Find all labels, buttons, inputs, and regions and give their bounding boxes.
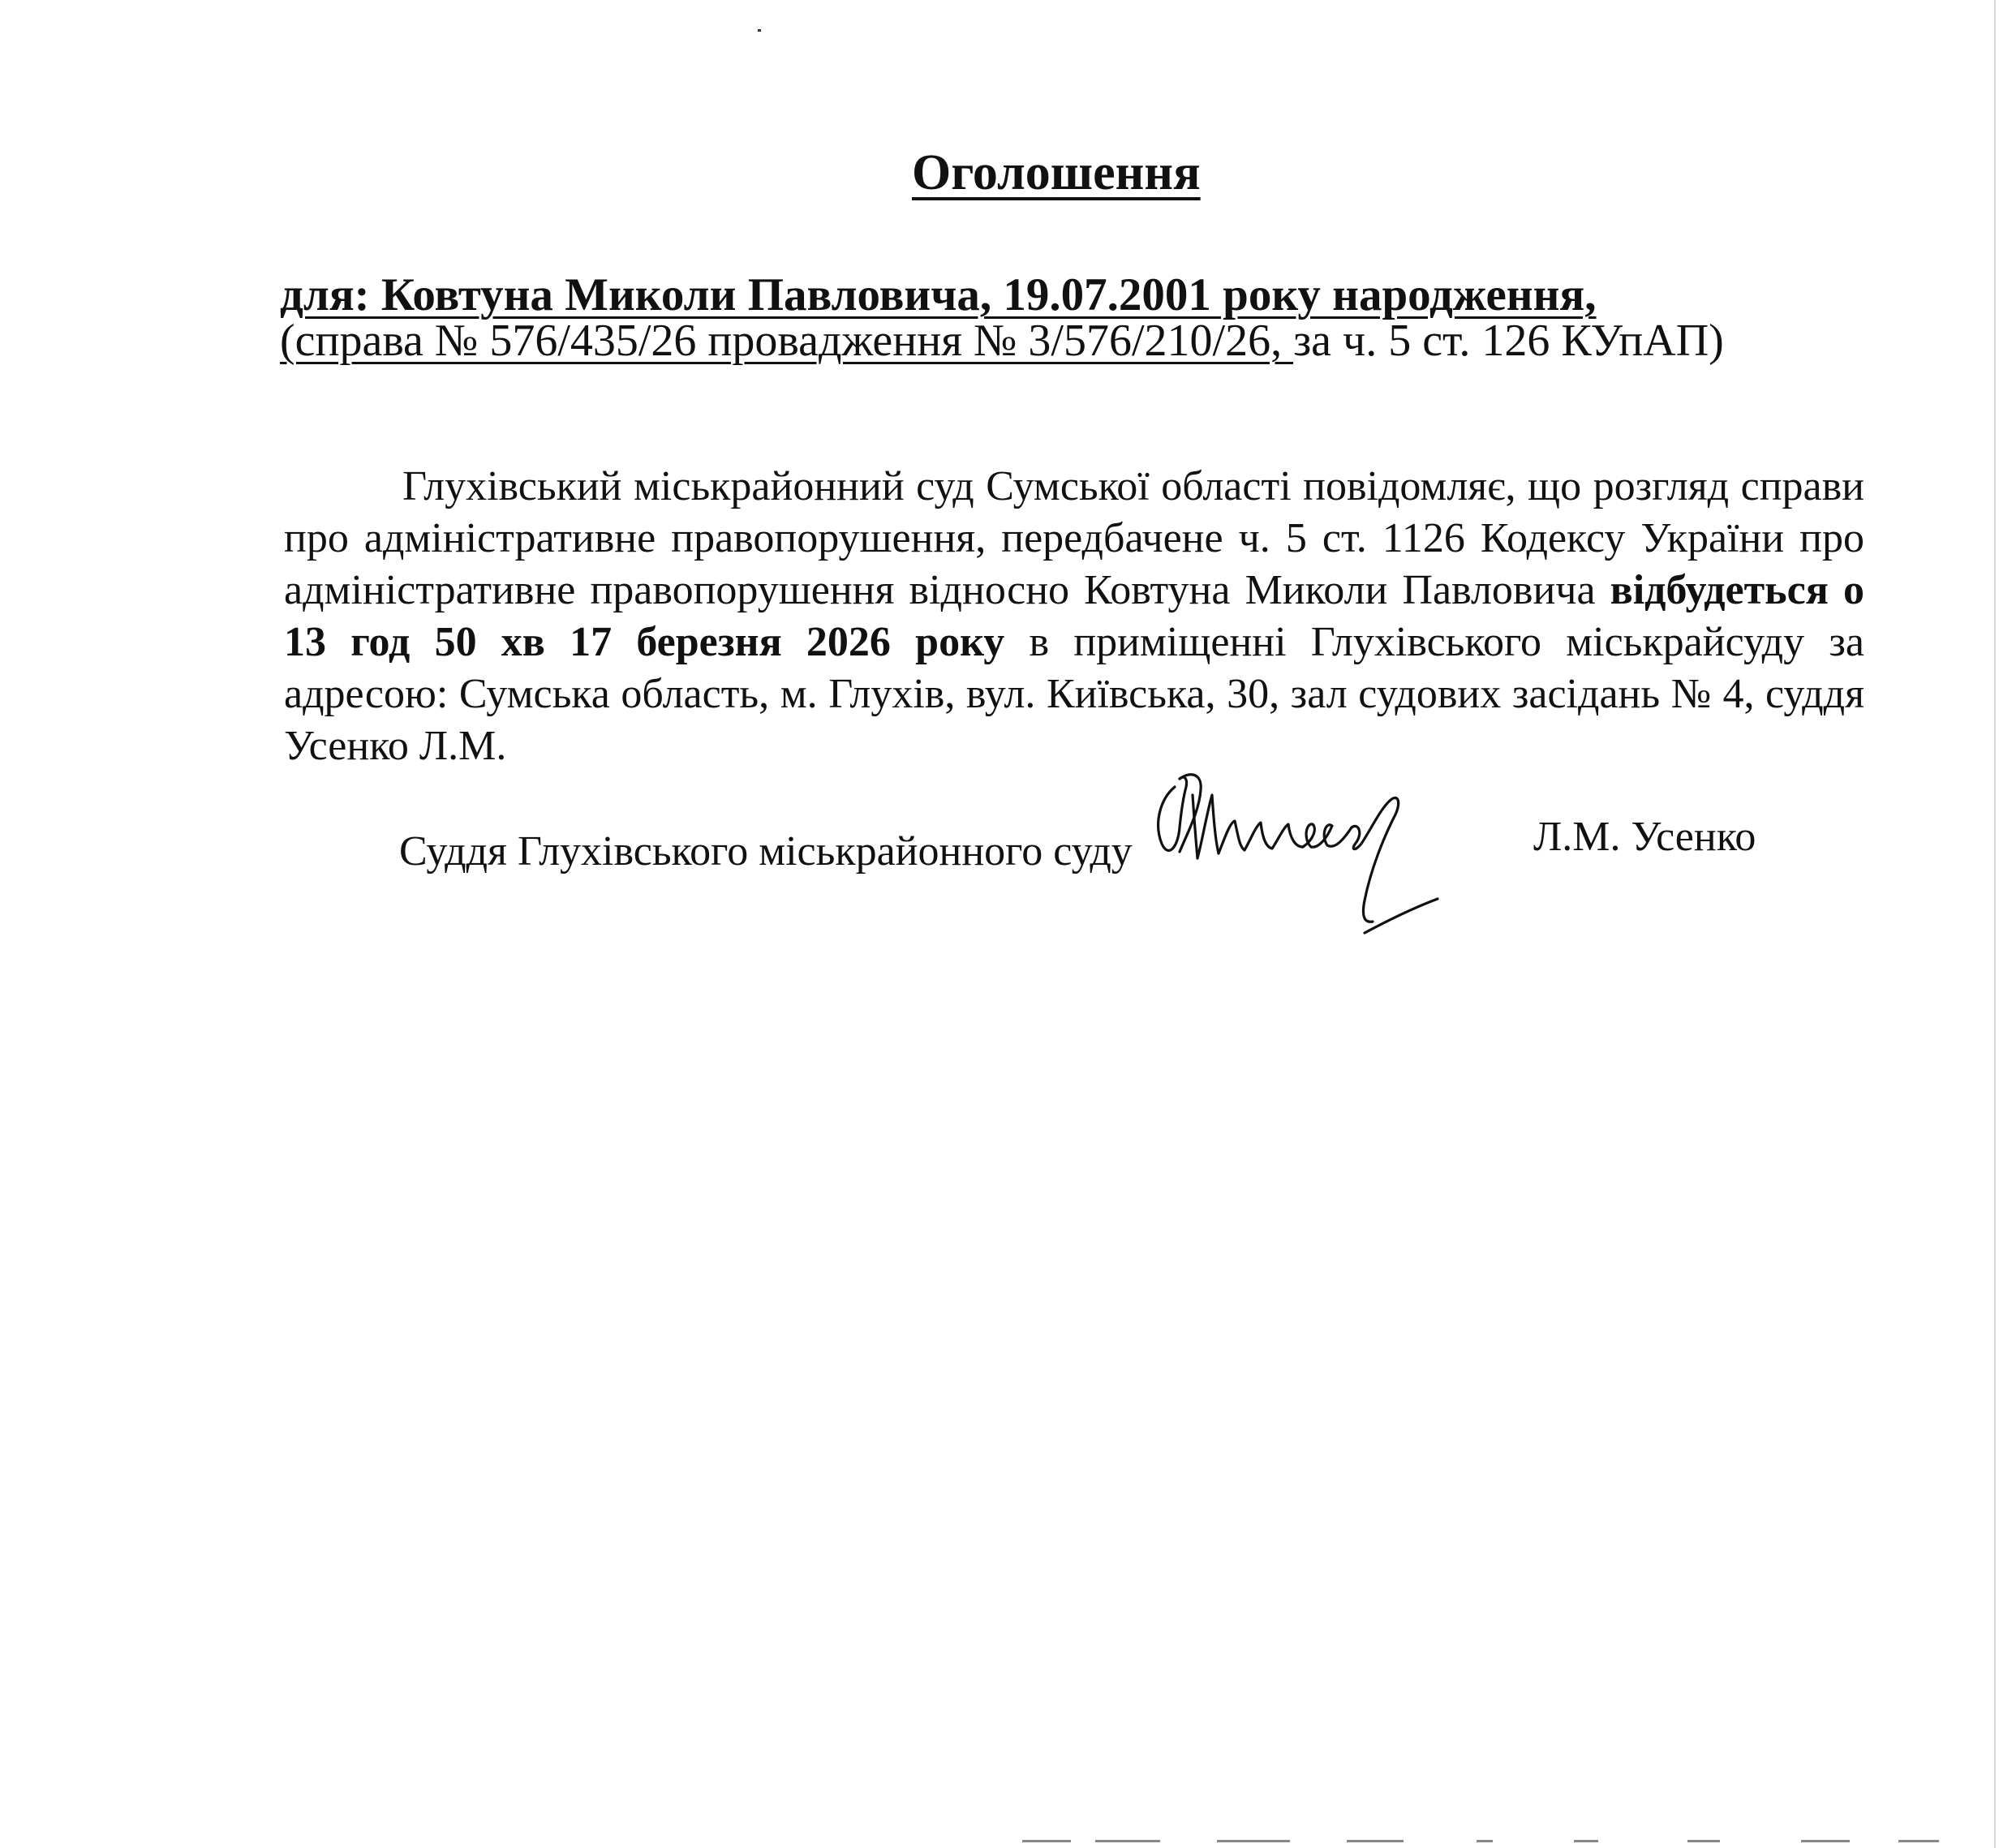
case-number: (справа № 576/435/26 провадження № 3/576/210/26, bbox=[280, 316, 1294, 366]
body-intro: Глухівський міськрайонний суд Сумської області повідомляє, що розгляд справи про адміністративне правопорушення, передбачене ч. 5 ст. 1126 Кодексу України про адміністративне правопорушення відносно Ковтуна Миколи Павловича bbox=[284, 463, 1864, 613]
hearing-datetime: відбудеться о 13 год 50 хв 17 березня 2026 року bbox=[284, 567, 1864, 665]
signature-label: Суддя Глухівського міськрайонного суду bbox=[399, 828, 1133, 875]
announcement-body bbox=[284, 461, 1864, 772]
document-title: Оголошення bbox=[912, 145, 1201, 200]
scan-speck bbox=[758, 29, 761, 32]
scan-right-edge bbox=[1994, 0, 1996, 1848]
body-location: в приміщенні Глухівського міськрайсуду за адресою: Сумська область, м. Глухів, вул. Київська, 30, зал судових засідань № 4, суддя Усенко Л.М. bbox=[284, 619, 1864, 769]
case-article: за ч. 5 ст. 126 КУпАП) bbox=[1293, 316, 1724, 366]
signature-name: Л.М. Усенко bbox=[1533, 814, 1756, 860]
handwritten-signature bbox=[1144, 763, 1477, 949]
scan-bottom-artifacts bbox=[1022, 1840, 1955, 1843]
recipient-line: для: Ковтуна Миколи Павловича, 19.07.2001 року народження, bbox=[280, 269, 1597, 320]
case-line bbox=[280, 315, 1724, 367]
